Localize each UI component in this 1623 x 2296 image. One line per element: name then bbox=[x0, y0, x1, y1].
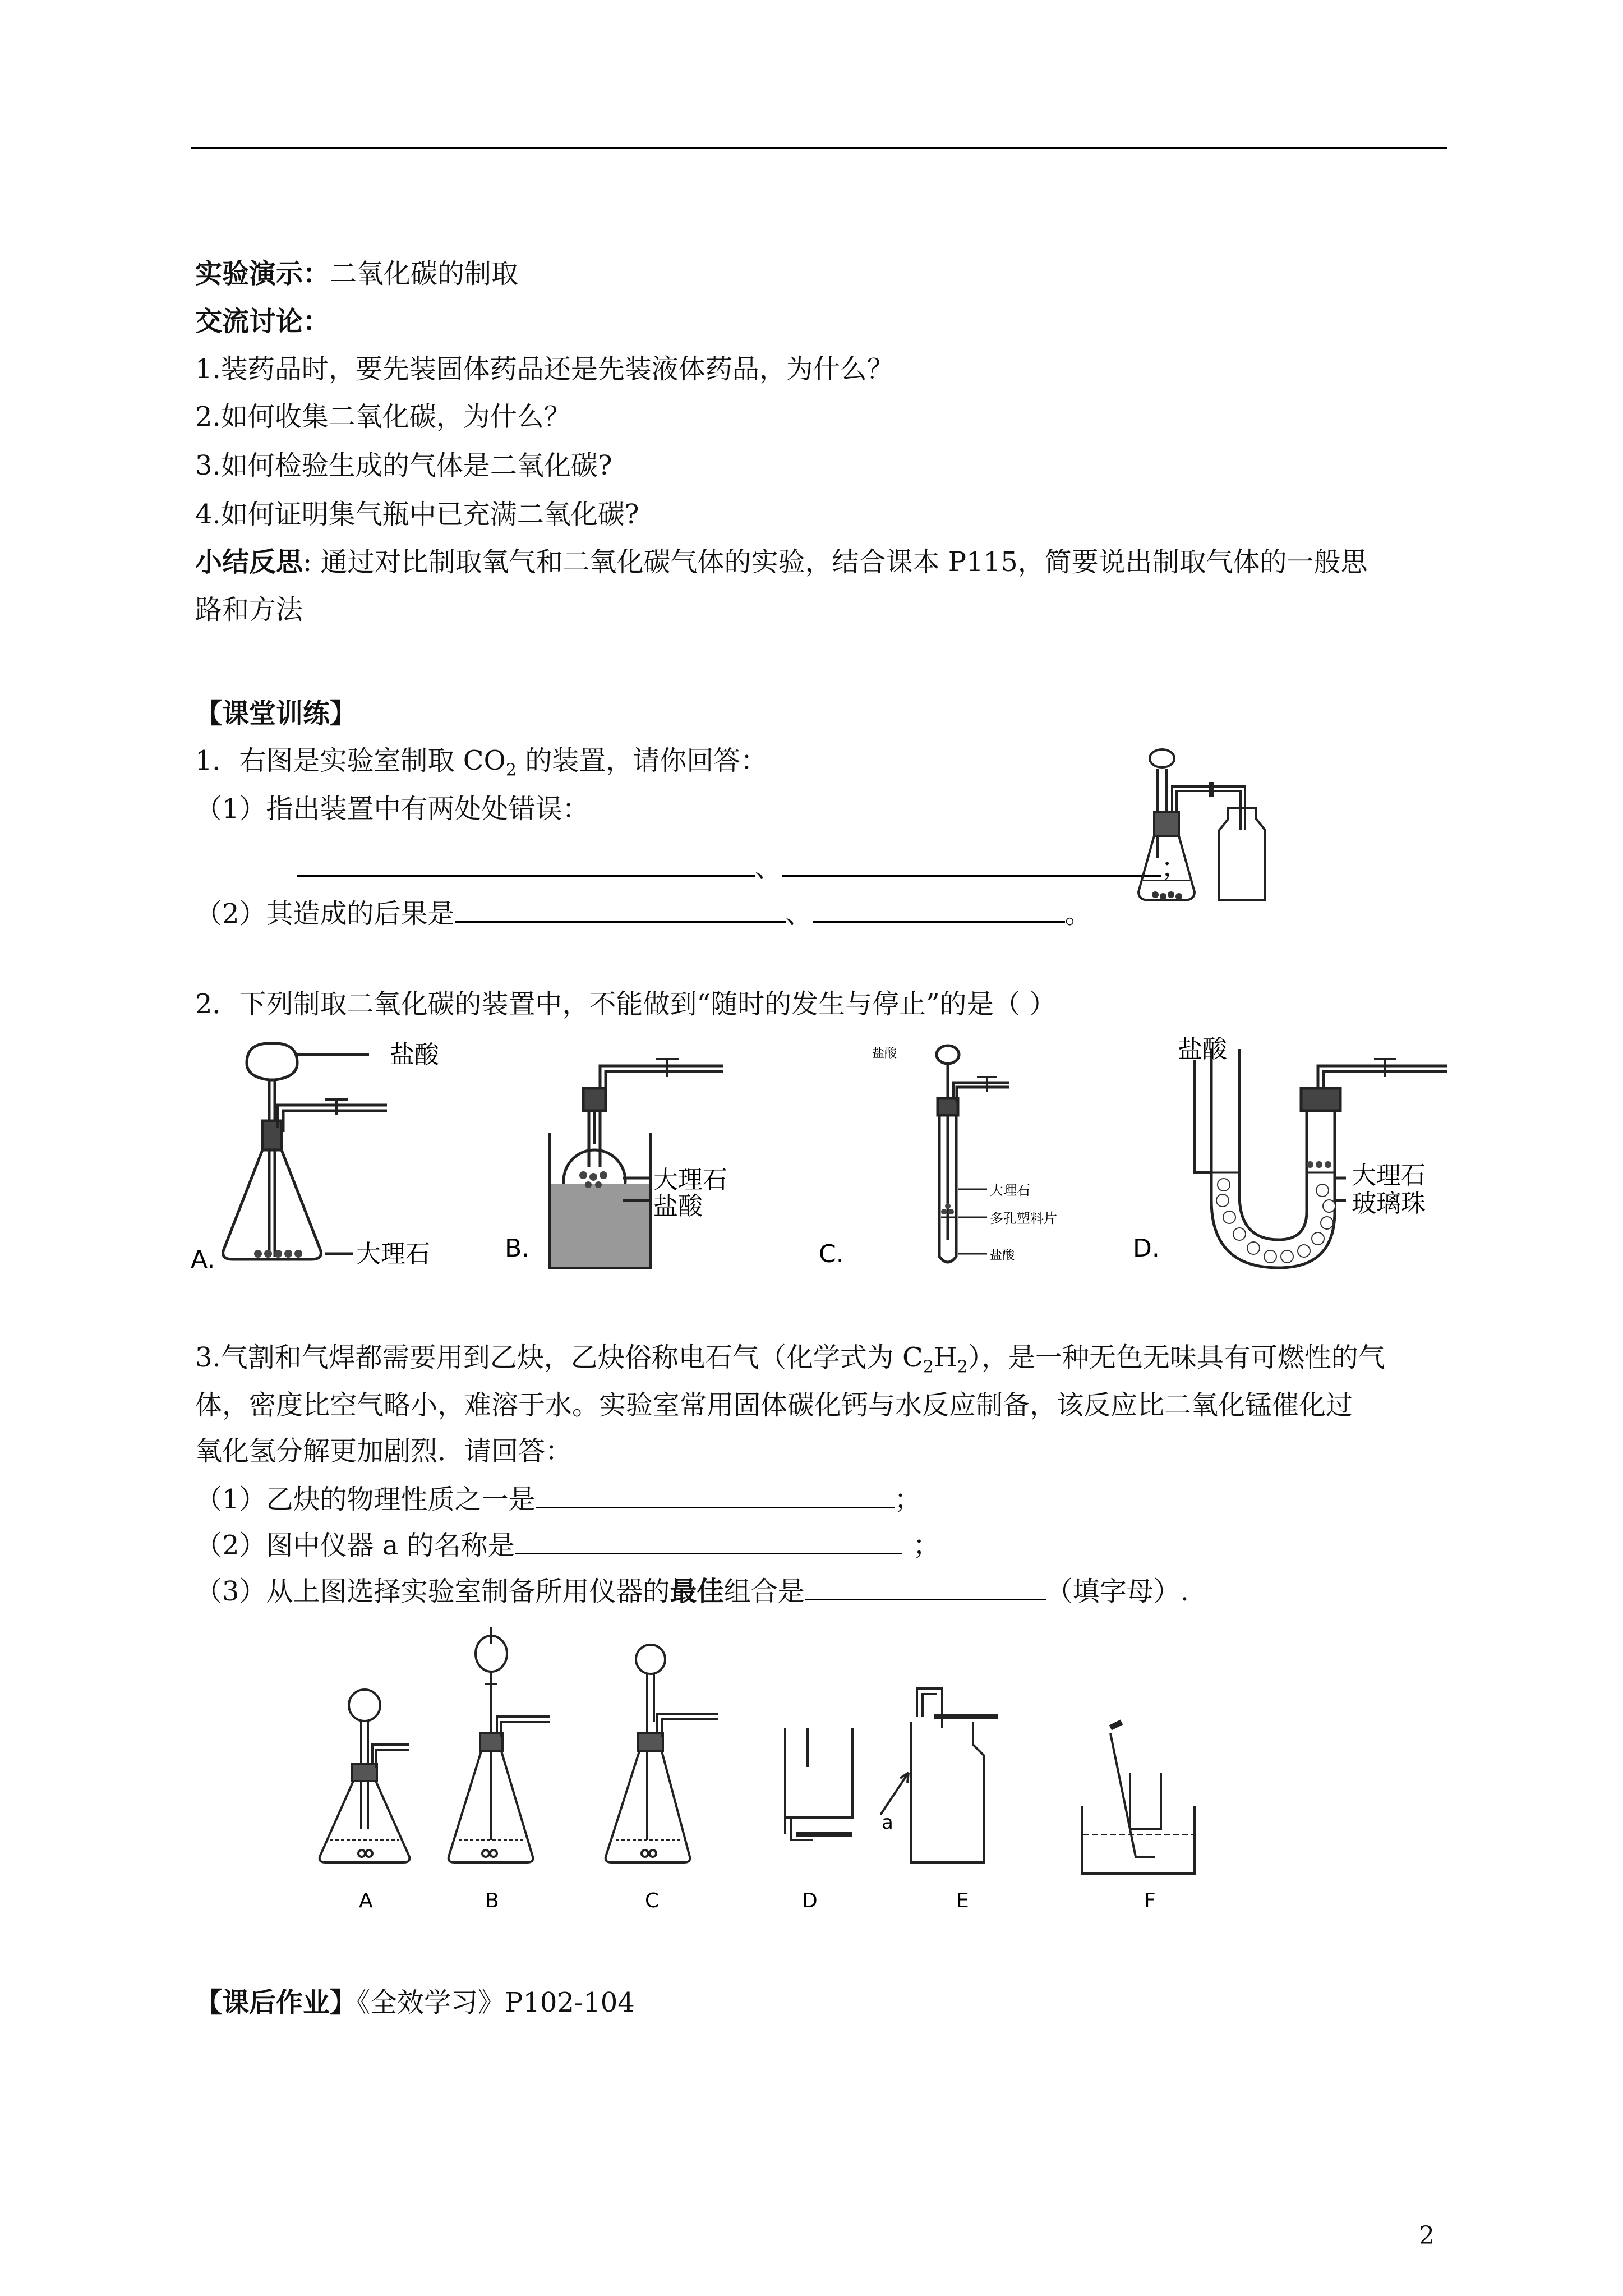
q2-label-c: C. bbox=[819, 1240, 844, 1268]
demo-text: 二氧化碳的制取 bbox=[330, 258, 519, 289]
q3-blank-1[interactable] bbox=[536, 1481, 895, 1508]
discussion-q1: 1.装药品时，要先装固体药品还是先装液体药品，为什么？ bbox=[195, 353, 894, 385]
q1-blanks-1 bbox=[202, 849, 1188, 885]
practice-header: 【课堂训练】 bbox=[195, 698, 357, 729]
q3-apparatus-d bbox=[785, 1728, 852, 1840]
q2-apparatus-c bbox=[937, 1046, 1009, 1262]
discussion-q2: 2.如何收集二氧化碳，为什么？ bbox=[195, 401, 571, 432]
q3-blank-3[interactable] bbox=[805, 1573, 1046, 1600]
q3-l1b: H bbox=[933, 1342, 957, 1373]
q1-end1: ； bbox=[1161, 852, 1188, 884]
q1-stem bbox=[195, 744, 767, 788]
demo-label: 实验演示： bbox=[195, 258, 330, 289]
q3-end2: ； bbox=[912, 1530, 940, 1561]
header-rule bbox=[191, 147, 1447, 149]
q3-part3-best: 最佳 bbox=[670, 1576, 724, 1607]
summary-line-1 bbox=[195, 545, 1368, 579]
q3-line-1 bbox=[195, 1341, 1385, 1384]
summary-line-2: 路和方法 bbox=[195, 594, 303, 625]
q2-c-plate-label: 多孔塑料片 bbox=[990, 1211, 1057, 1226]
discussion-label: 交流讨论： bbox=[195, 306, 330, 337]
q2-c-marble-label: 大理石 bbox=[990, 1182, 1030, 1198]
q3-l1a: 3.气割和气焊都需要用到乙炔，乙炔俗称电石气（化学式为 C bbox=[195, 1342, 923, 1373]
q2-d-acid-label: 盐酸 bbox=[1178, 1035, 1227, 1064]
q1-part2 bbox=[195, 895, 1092, 931]
homework-text: 《全效学习》P102-104 bbox=[357, 1987, 635, 2018]
q3-label-c: C bbox=[645, 1889, 660, 1912]
glass-beads bbox=[1216, 1179, 1335, 1263]
discussion-q4: 4.如何证明集气瓶中已充满二氧化碳? bbox=[195, 499, 639, 530]
q2-stem: 2．下列制取二氧化碳的装置中，不能做到“随时的发生与停止”的是（ ） bbox=[195, 988, 1056, 1020]
q1-part2-label: （2）其造成的后果是 bbox=[195, 898, 455, 930]
q2-label-b: B. bbox=[505, 1234, 530, 1263]
q3-apparatus-f bbox=[1082, 1722, 1195, 1874]
q3-label-b: B bbox=[485, 1889, 499, 1912]
q3-part2-label: （2）图中仪器 a 的名称是 bbox=[195, 1530, 515, 1561]
funnel-bulb bbox=[1150, 749, 1174, 767]
stopper bbox=[1154, 812, 1179, 836]
q2-b-marble-label: 大理石 bbox=[653, 1166, 727, 1194]
q2-figures bbox=[191, 1032, 1447, 1279]
q1-part1: （1）指出装置中有两处处错误： bbox=[195, 793, 589, 825]
q1-blank-1[interactable] bbox=[297, 849, 755, 877]
q3-sub2: 2 bbox=[957, 1357, 968, 1377]
q3-part3-a: （3）从上图选择实验室制备所用仪器的 bbox=[195, 1576, 670, 1607]
q3-end1: ； bbox=[894, 1484, 921, 1515]
q2-label-a: A. bbox=[191, 1245, 215, 1274]
q3-part3-c: 组合是 bbox=[723, 1576, 805, 1607]
q1-blank-4[interactable] bbox=[813, 895, 1065, 923]
q3-label-d: D bbox=[802, 1889, 818, 1912]
q2-b-acid-label: 盐酸 bbox=[653, 1192, 703, 1221]
q2-a-marble-label: 大理石 bbox=[356, 1240, 430, 1268]
q3-label-a: A bbox=[359, 1889, 373, 1912]
q1-blank-2[interactable] bbox=[782, 849, 1161, 877]
q2-d-beads-label: 玻璃珠 bbox=[1352, 1189, 1426, 1218]
q3-part3 bbox=[195, 1573, 1189, 1608]
q3-apparatus-c bbox=[606, 1645, 718, 1862]
q3-sub1: 2 bbox=[923, 1357, 934, 1377]
discussion-q3: 3.如何检验生成的气体是二氧化碳? bbox=[195, 450, 612, 481]
homework-label: 【课后作业】 bbox=[195, 1987, 357, 2018]
q3-line-2: 体，密度比空气略小，难溶于水。实验室常用固体碳化钙与水反应制备，该反应比二氧化锰催化过 bbox=[195, 1389, 1353, 1421]
q3-blank-2[interactable] bbox=[515, 1527, 902, 1554]
q3-end3: （填字母）. bbox=[1045, 1576, 1189, 1607]
q3-apparatus-a bbox=[320, 1690, 410, 1862]
q2-d-marble-label: 大理石 bbox=[1352, 1161, 1426, 1190]
demo-line bbox=[195, 257, 518, 291]
collecting-bottle bbox=[1219, 808, 1265, 900]
summary-text-1: : 通过对比制取氧气和二氧化碳气体的实验，结合课本 P115，简要说出制取气体的一般思 bbox=[303, 546, 1368, 578]
q1-end2: 。 bbox=[1064, 898, 1092, 930]
q1-stem-a: 1．右图是实验室制取 CO bbox=[195, 745, 506, 776]
q2-a-acid-label: 盐酸 bbox=[390, 1041, 439, 1069]
q2-apparatus-b bbox=[550, 1059, 723, 1268]
q3-part1-label: （1）乙炔的物理性质之一是 bbox=[195, 1484, 536, 1515]
q3-part1 bbox=[195, 1481, 921, 1516]
q3-apparatus-b bbox=[449, 1627, 550, 1862]
q3-figures bbox=[314, 1621, 1223, 1913]
q3-label-f: F bbox=[1144, 1889, 1156, 1912]
homework-line bbox=[195, 1986, 635, 2019]
flask bbox=[1138, 836, 1195, 900]
q1-stem-b: 的装置，请你回答： bbox=[516, 745, 768, 776]
q1-blank-3[interactable] bbox=[455, 895, 786, 923]
summary-label: 小结反思 bbox=[195, 546, 303, 578]
q1-sep2: 、 bbox=[785, 898, 813, 930]
q1-sep1: 、 bbox=[755, 852, 782, 884]
q3-part2 bbox=[195, 1527, 940, 1562]
q3-l1c: ），是一种无色无味具有可燃性的气 bbox=[967, 1342, 1385, 1373]
q2-label-d: D. bbox=[1133, 1234, 1160, 1263]
q2-apparatus-a bbox=[223, 1043, 387, 1259]
q2-c-acid-bottom-label: 盐酸 bbox=[990, 1249, 1015, 1263]
q1-stem-sub: 2 bbox=[505, 760, 517, 780]
q3-label-a-instrument: a bbox=[882, 1811, 893, 1834]
q1-apparatus-figure bbox=[1127, 746, 1284, 909]
q2-c-acid-label: 盐酸 bbox=[872, 1047, 897, 1061]
q3-line-3: 氧化氢分解更加剧烈．请回答： bbox=[195, 1435, 573, 1467]
q3-apparatus-e bbox=[880, 1688, 998, 1862]
marble-chips bbox=[1152, 891, 1182, 900]
page-number: 2 bbox=[1419, 2221, 1435, 2250]
q3-label-e: E bbox=[956, 1889, 969, 1912]
